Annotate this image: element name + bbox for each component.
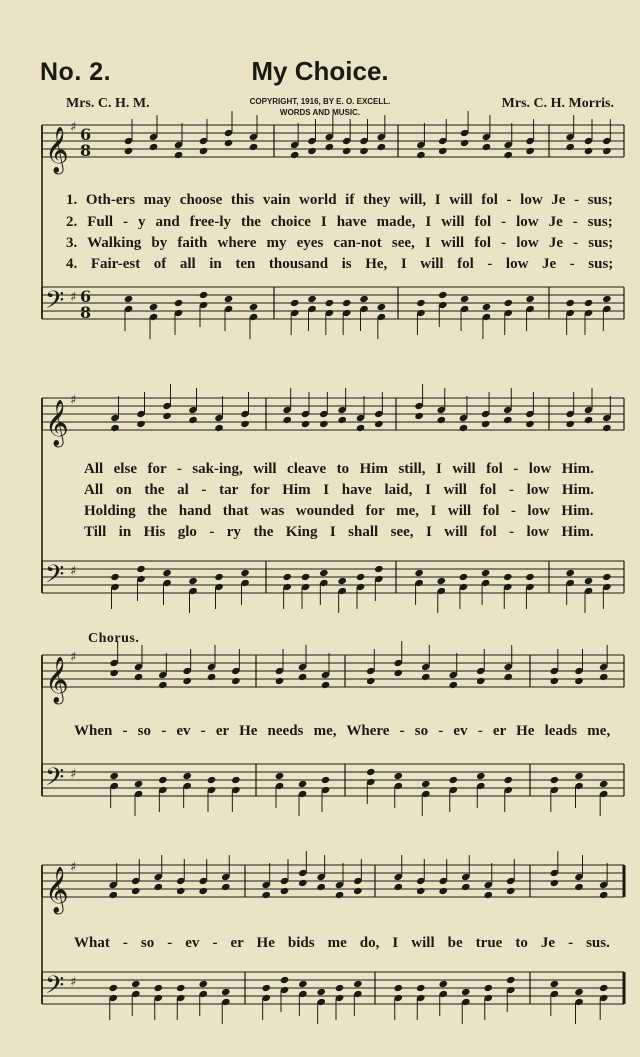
notehead [459,573,469,581]
notehead [366,677,376,685]
notehead [461,988,471,996]
notehead [416,151,426,159]
notehead [356,573,366,581]
notehead [476,772,486,780]
notehead [280,887,290,895]
notehead [599,673,609,681]
notehead [461,883,471,891]
notehead [584,416,594,424]
notehead [134,780,144,788]
notehead [436,577,446,585]
sharp-key-signature: ♯ [70,975,77,990]
hymn-title: My Choice. [251,56,389,86]
notehead [460,295,470,303]
notehead [162,569,172,577]
notehead [602,573,612,581]
notehead [416,887,426,895]
notehead [199,147,209,155]
notehead [416,984,426,992]
notehead [316,988,326,996]
notehead [584,577,594,585]
notehead [162,412,172,420]
notehead [574,772,584,780]
verse-4-line-1: 4. Fair-est of all in ten thousand is He, I will fol - low Je - sus; [66,256,614,272]
notehead [298,980,308,988]
notehead [198,980,208,988]
notehead [275,772,285,780]
notehead [298,780,308,788]
notehead [221,988,231,996]
notehead [414,412,424,420]
copyright-subline: WORDS AND MUSIC. [279,108,361,117]
notehead [124,295,134,303]
notehead [525,147,535,155]
notehead [261,891,271,899]
notehead [438,291,448,299]
notehead [584,147,594,155]
notehead [421,780,431,788]
notehead [599,891,609,899]
notehead [377,303,387,311]
notehead [438,887,448,895]
notehead [136,420,146,428]
notehead [108,984,118,992]
notehead [182,677,192,685]
notehead [599,780,609,788]
notehead [134,673,144,681]
verse-2-line-1: 2. Full - y and free-ly the choice I have made, I will fol - low Je - sus; [66,214,613,230]
notehead [503,573,513,581]
treble-clef: 𝄞 [45,127,69,173]
notehead [249,303,259,311]
notehead [482,143,492,151]
notehead [602,147,612,155]
notehead [298,673,308,681]
notehead [448,776,458,784]
sharp-key-signature: ♯ [70,393,77,408]
notehead [550,980,560,988]
notehead [240,420,250,428]
notehead [377,143,387,151]
notehead [481,420,491,428]
notehead [321,681,331,689]
notehead [231,776,241,784]
notehead [356,424,366,432]
notehead [224,139,234,147]
notehead [158,681,168,689]
notehead [158,776,168,784]
verse-4-line-2: Till in His glo - ry the King I shall see, I will fol - low Him. [84,524,594,540]
sharp-key-signature: ♯ [70,860,77,875]
notehead [109,772,119,780]
notehead [436,416,446,424]
notehead [221,883,231,891]
notehead [481,569,491,577]
notehead [188,577,198,585]
verse-1-line-2: All else for - sak-ing, will cleave to Him still, I will fol - low Him. [84,461,594,477]
notehead [131,887,141,895]
notehead [482,303,492,311]
notehead [290,299,300,307]
verse-1-line-1: 1. Oth-ers may choose this vain world if they will, I will fol - low Je - sus; [66,192,613,208]
notehead [503,416,513,424]
notehead [584,299,594,307]
notehead [319,569,329,577]
notehead [393,984,403,992]
notehead [602,424,612,432]
notehead [525,295,535,303]
notehead [282,416,292,424]
time-signature-bottom: 8 [80,303,92,322]
sharp-key-signature: ♯ [70,564,77,579]
notehead [307,295,317,303]
notehead [374,565,384,573]
notehead [483,891,493,899]
notehead [109,669,119,677]
notehead [153,984,163,992]
notehead [301,420,311,428]
notehead [110,424,120,432]
notehead [565,299,575,307]
notehead [321,776,331,784]
verse-3-line-1: 3. Walking by faith where my eyes can-not see, I will fol - low Je - sus; [66,235,614,251]
notehead [110,573,120,581]
notehead [124,147,134,155]
notehead [525,573,535,581]
notehead [342,147,352,155]
notehead [366,768,376,776]
notehead [565,143,575,151]
notehead [231,677,241,685]
notehead [214,573,224,581]
notehead [393,883,403,891]
notehead [176,887,186,895]
notehead [298,879,308,887]
notehead [261,984,271,992]
treble-clef: 𝄞 [45,657,69,703]
notehead [448,681,458,689]
notehead [249,143,259,151]
notehead [459,424,469,432]
notehead [599,984,609,992]
notehead [174,299,184,307]
treble-clef: 𝄞 [45,400,69,446]
notehead [136,565,146,573]
notehead [199,291,209,299]
sharp-key-signature: ♯ [70,767,77,782]
notehead [550,776,560,784]
notehead [483,984,493,992]
chorus-label: Chorus. [88,631,140,646]
notehead [149,143,159,151]
notehead [359,295,369,303]
notehead [506,976,516,984]
notehead [335,891,345,899]
notehead [176,984,186,992]
notehead [438,980,448,988]
notehead [353,980,363,988]
chorus-line-1: When - so - ev - er He needs me, Where - so - ev - er He leads me, [74,723,611,739]
notehead [602,295,612,303]
notehead [393,669,403,677]
hymn-number: No. 2. [40,58,112,86]
notehead [438,147,448,155]
treble-clef: 𝄞 [45,867,69,913]
notehead [224,295,234,303]
lyricist-credit: Mrs. C. H. M. [66,96,150,111]
bass-clef: 𝄢 [45,971,65,1006]
sharp-key-signature: ♯ [70,290,77,305]
notehead [353,887,363,895]
time-signature-top: 6 [80,125,92,144]
notehead [476,677,486,685]
notehead [342,299,352,307]
notehead [503,776,513,784]
notehead [131,980,141,988]
verse-3-line-2: Holding the hand that was wounded for me, I will fol - low Him. [84,503,594,519]
notehead [574,677,584,685]
notehead [198,887,208,895]
notehead [182,772,192,780]
notehead [207,776,217,784]
notehead [503,299,513,307]
notehead [574,883,584,891]
sharp-key-signature: ♯ [70,120,77,135]
notehead [421,673,431,681]
notehead [282,573,292,581]
notehead [503,151,513,159]
notehead [319,420,329,428]
notehead [565,569,575,577]
notehead [414,569,424,577]
notehead [503,673,513,681]
notehead [307,147,317,155]
notehead [240,569,250,577]
notehead [460,139,470,147]
notehead [214,424,224,432]
bass-clef: 𝄢 [45,286,65,321]
notehead [149,303,159,311]
copyright-line: COPYRIGHT, 1916, BY E. O. EXCELL. [249,97,391,106]
notehead [275,677,285,685]
notehead [290,151,300,159]
notehead [374,420,384,428]
notehead [574,988,584,996]
bass-clef: 𝄢 [45,560,65,595]
notehead [359,147,369,155]
notehead [335,984,345,992]
notehead [416,299,426,307]
notehead [337,416,347,424]
notehead [337,577,347,585]
notehead [565,420,575,428]
notehead [550,879,560,887]
notehead [525,420,535,428]
verse-2-line-2: All on the al - tar for Him I have laid, I will fol - low Him. [84,482,594,498]
notehead [188,416,198,424]
notehead [393,772,403,780]
notehead [301,573,311,581]
notehead [207,673,217,681]
notehead [108,891,118,899]
notehead [316,883,326,891]
notehead [325,143,335,151]
notehead [550,677,560,685]
chorus-line-2: What - so - ev - er He bids me do, I will be true to Je - sus. [74,935,610,951]
composer-credit: Mrs. C. H. Morris. [501,96,614,111]
notehead [325,299,335,307]
notehead [153,883,163,891]
bass-clef: 𝄢 [45,763,65,798]
notehead [174,151,184,159]
time-signature-bottom: 8 [80,141,92,160]
notehead [280,976,290,984]
sharp-key-signature: ♯ [70,650,77,665]
notehead [506,887,516,895]
time-signature-top: 6 [80,287,92,306]
